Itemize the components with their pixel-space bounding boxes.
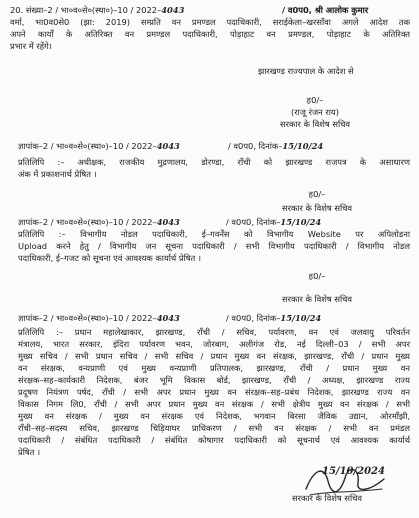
memo3-line-8: मुख्य वन संरक्षक / मुख्य वन संरक्षक एवं निदेशक, भगवान बिरसा जैविक उद्यान, ओरमाँझी, (18, 411, 410, 421)
sig1-name: (राजू रंजन राय) (291, 107, 339, 117)
memo3-line-1: प्रतिलिपि :– प्रधान महालेखाकार, झारखण्ड, राँची / सचिव, पर्यावरण, वन एवं जलवायु परिवर्तन (18, 327, 410, 337)
sig1-mark: ह0/– (306, 95, 324, 105)
memo3-line-2: मंत्रालय, भारत सरकार, इंदिरा पर्यावरण भवन, जोरबाग, अलीगंज रोड, नई दिल्ली–03 / सभी अपर (18, 339, 410, 349)
handwritten-number: 4043 (156, 217, 180, 227)
handwritten-date: 15/10/24 (280, 313, 322, 323)
memo3-ref: ज्ञापांक–2 / भा०व०से०(स्था०)–10 / 2022–4043 (18, 313, 180, 323)
memo2-ref: ज्ञापांक–2 / भा०व०से०(स्था०)–10 / 2022–4043 (18, 217, 180, 227)
sig2-mark: ह0/– (308, 189, 326, 199)
handwritten-number: 4043 (156, 141, 180, 151)
para1-line-4: प्रभार में रहेंगे। (10, 41, 52, 51)
memo1-ref: ज्ञापांक–2 / भा०व०से०(स्था०)–10 / 2022–4043 (18, 141, 180, 151)
memo3-line-4: वन संरक्षक, वन्यप्राणी एवं मुख्य वन्यप्राणी प्रतिपालक, झारखण्ड, राँची / प्रधान मुख्य वन (18, 363, 410, 373)
order-line: झारखण्ड राज्यपाल के आदेश से (258, 66, 354, 76)
memo1-date: / व0प0, दिनांक–15/10/24 (228, 141, 324, 151)
signature-date: 15/10/2024 (322, 466, 385, 477)
handwritten-number: 4043 (161, 5, 185, 15)
handwritten-date: 15/10/24 (282, 141, 324, 151)
sig3-title: सरकार के विशेष सचिव (281, 294, 353, 304)
para1-line-2: वर्मा, भा0व0से0 (झा: 2019) सम्प्रति वन प्रमण्डल पदाधिकारी, सराईकेला–खरसाँवा अगले आदेश तक (10, 17, 410, 27)
memo1-line-1: प्रतिलिपि :– अधीक्षक, राजकीय मुद्रणालय, डोरण्डा, राँची को झारखण्ड राजपत्र के असाधारण (18, 157, 410, 167)
memo3-line-11: प्रेषित । (18, 447, 41, 457)
memo2-line-3: पदाधिकारी, ई–गजट को सूचना एवं आवश्यक कार्यार्थ प्रेषित । (18, 253, 202, 263)
memo3-line-3: मुख्य सचिव / सभी प्रधान सचिव / सभी सचिव / प्रधान मुख्य वन संरक्षक, झारखण्ड, राँची / प्रधान मुख्य (18, 351, 410, 361)
sig1-title: सरकार के विशेष सचिव (279, 119, 351, 129)
para1-line-1 (10, 5, 184, 16)
memo3-line-7: विकास निगम लि0, राँची / सभी अपर प्रधान मुख्य वन संरक्षक / सभी क्षेत्रीय मुख्य वन संरक्षक / सभी (18, 399, 410, 409)
memo3-date: / व0प0, दिनांक–15/10/24 (226, 313, 322, 323)
memo3-line-5: संरक्षक–सह–कार्यकारी निदेशक, बंजर भूमि विकास बोर्ड, झारखण्ड, राँची / अध्यक्ष, झारखण्ड राज्य (18, 375, 410, 385)
sig3-mark: ह0/– (308, 271, 326, 281)
memo2-line-1: प्रतिलिपि :– विभागीय नोडल पदाधिकारी, ई–गवर्नेंस को विभागीय Website पर अपिलोडना (18, 229, 410, 239)
sig2-title: सरकार के विशेष सचिव (281, 203, 353, 213)
para1-ref: 20. संख्या–2 / भा०व०से०(स्था०)–10 / 2022– (10, 5, 162, 15)
memo2-date: / व0प0, दिनांक–15/10/24 (226, 217, 322, 227)
handwritten-date: 15/10/24 (280, 217, 322, 227)
memo3-line-10: पदाधिकारी / संबंधित पदाधिकारी / संबंधित कोषागार पदाधिकारी को सूचनार्थ एवं आवश्यक कार्यार्थ (18, 435, 410, 445)
memo1-line-2: अंक में प्रकाशनार्थ प्रेषित । (18, 169, 97, 179)
para1-line-3: अपने कार्यों के अतिरिक्त वन प्रमण्डल पदाधिकारी, पोड़ाहाट वन प्रमण्डल, पोड़ाहाट के अतिरिक्त (10, 29, 410, 39)
memo2-line-2: Upload करने हेतु / विभागीय जन सूचना पदाधिकारी / सभी विभागीय पदाधिकारी / विभागीय नोडल (18, 241, 410, 251)
para1-tail: / व0प0, श्री आलोक कुमार (282, 5, 369, 15)
memo3-line-6: प्रदूषण नियंत्रण पर्षद, राँची / सभी अपर प्रधान मुख्य वन संरक्षक–सह–प्रबंध निदेशक, झारखण्ड राज्य वन (18, 387, 410, 397)
handwritten-number: 4043 (156, 313, 180, 323)
memo3-line-9: राँची–सह–सदस्य सचिव, झारखण्ड चिड़ियाघर प्राधिकरण / सभी वन संरक्षक / सभी वन प्रमंडल (18, 423, 410, 433)
final-sig-title: सरकार के विशेष सचिव (291, 493, 363, 503)
